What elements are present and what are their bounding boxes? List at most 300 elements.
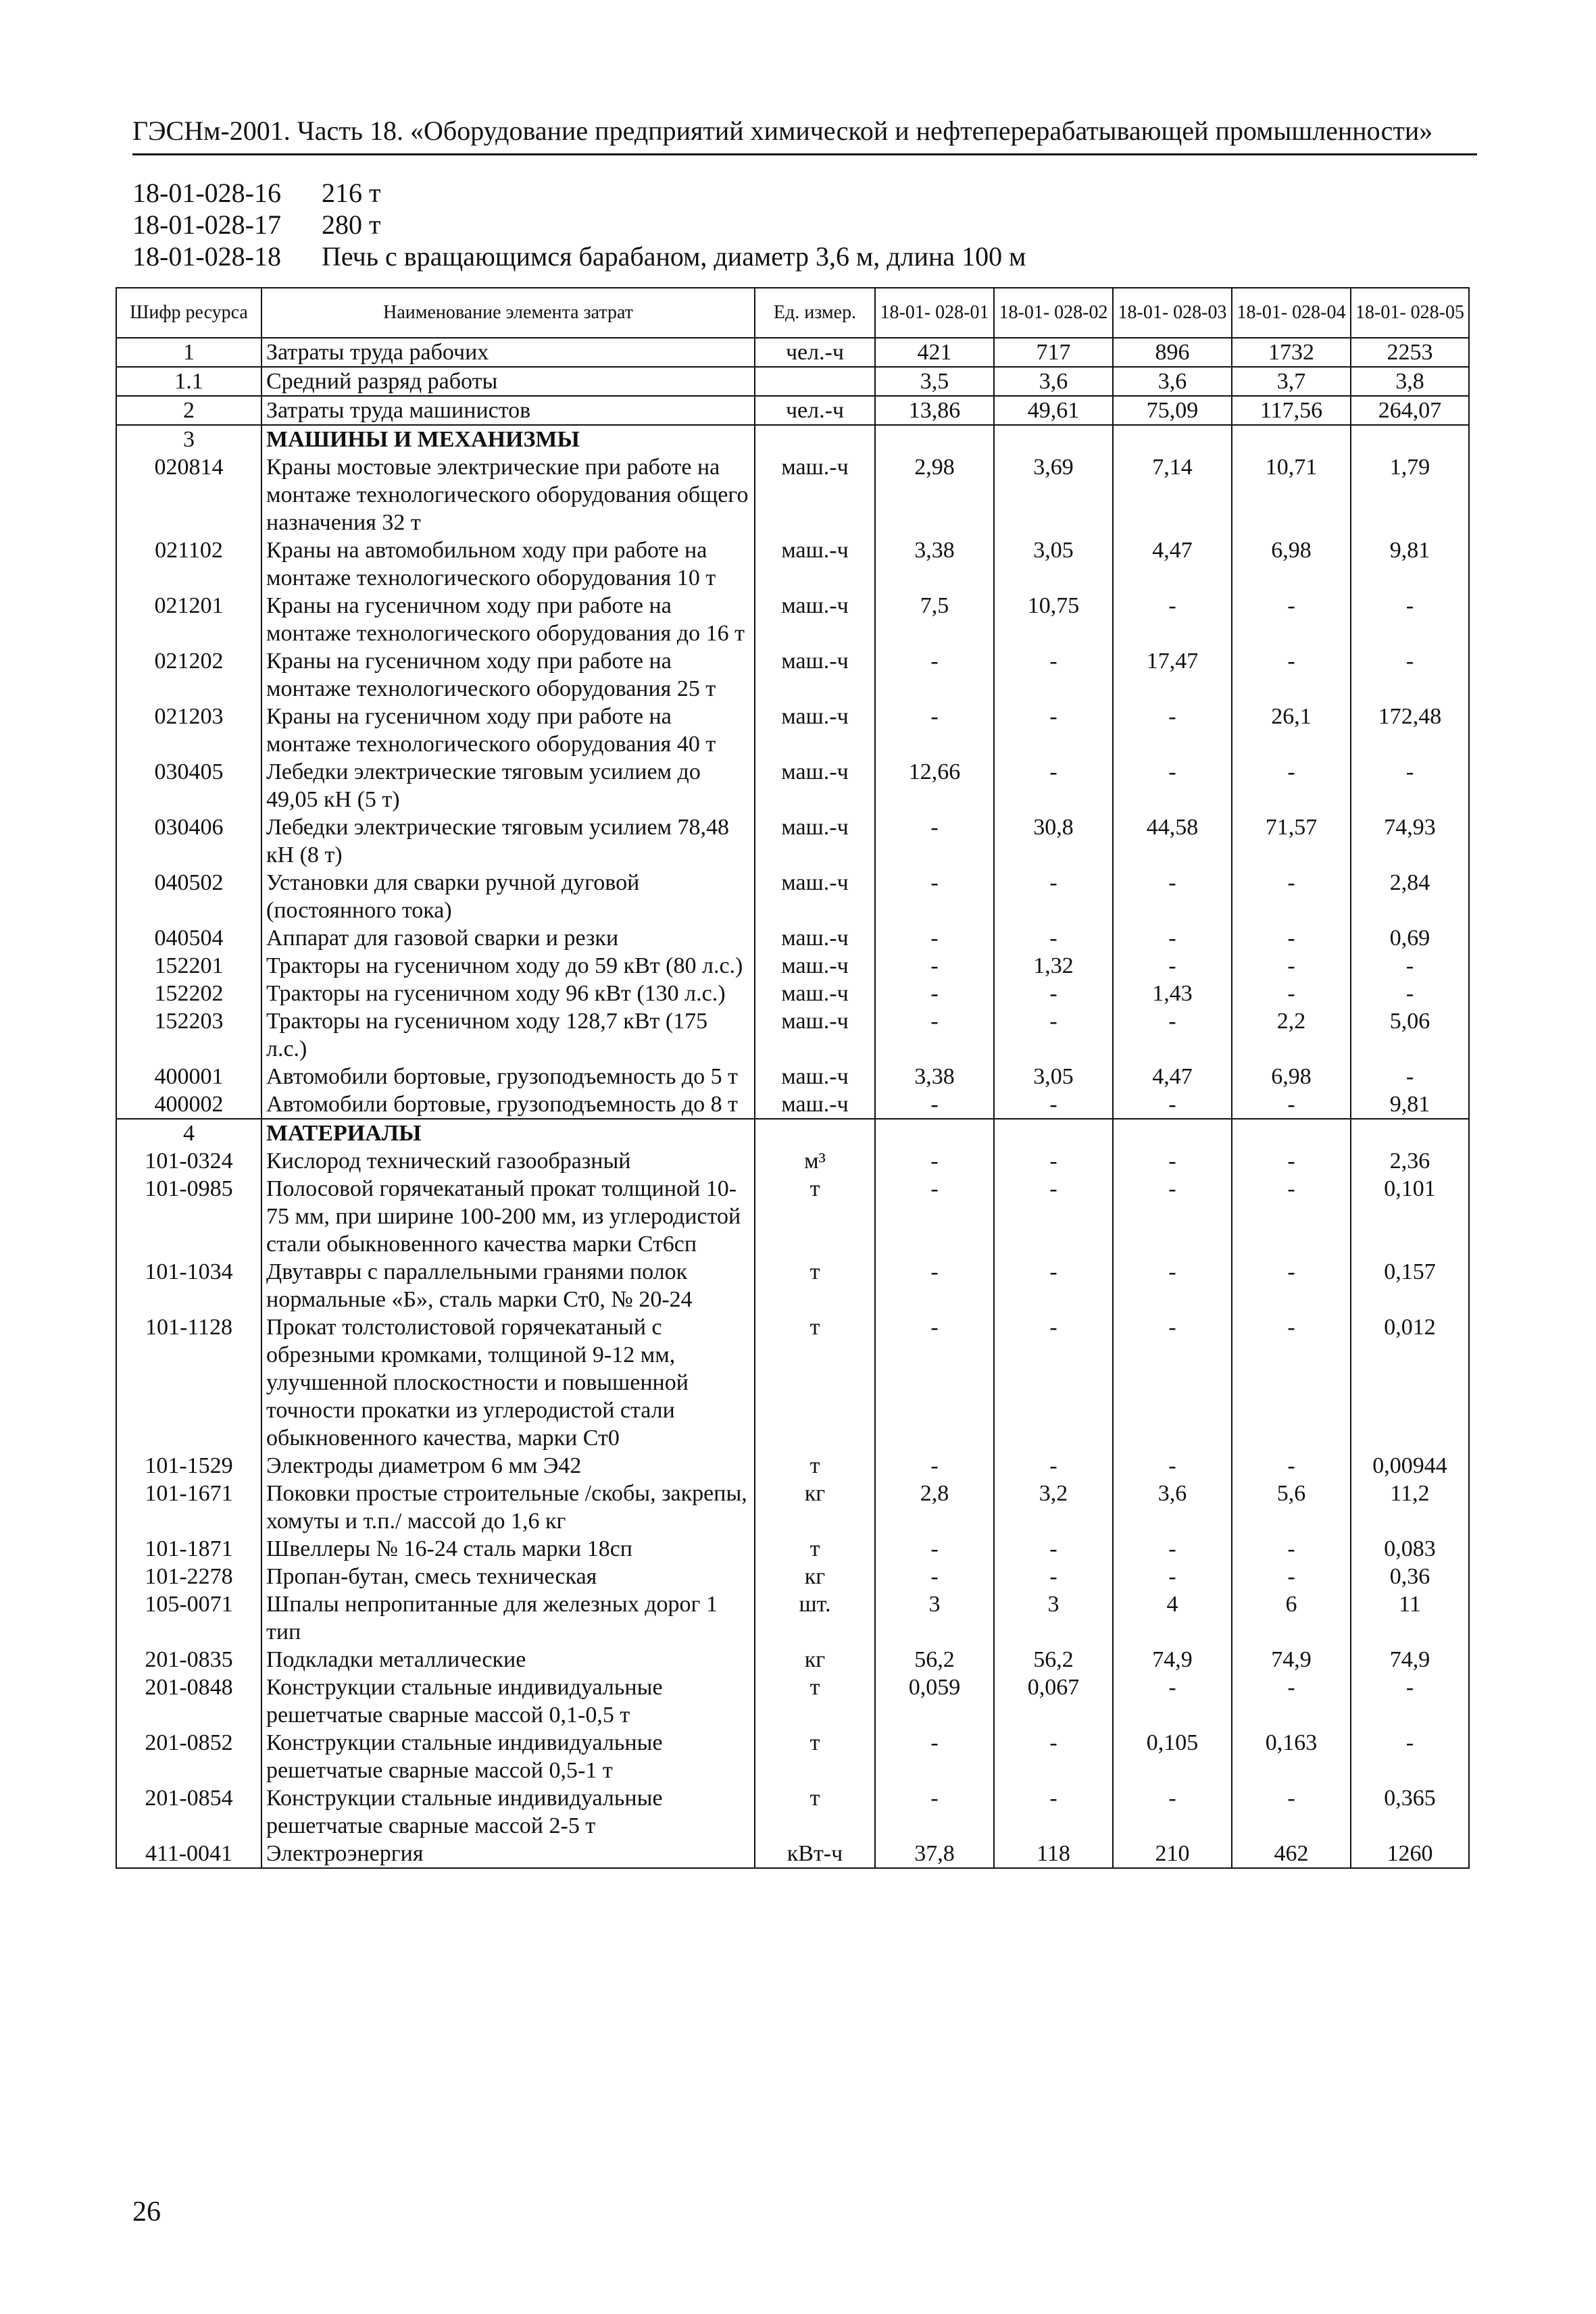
value-cell	[994, 1119, 1113, 1147]
code-description: 216 т	[322, 178, 381, 208]
table-row	[116, 1784, 1469, 1840]
value-cell: -	[1113, 1258, 1232, 1313]
value-cell: 3,8	[1351, 367, 1469, 396]
value-cell: 6,98	[1232, 1063, 1351, 1090]
resource-name: Конструкции стальные индивидуальные решетчатые сварные массой 0,5-1 т	[261, 1729, 755, 1784]
table-row	[116, 1729, 1469, 1784]
value-cell: -	[994, 1147, 1113, 1175]
table-row	[116, 1090, 1469, 1119]
value-cell: -	[1351, 1674, 1469, 1729]
code: 18-01-028-17	[132, 209, 281, 240]
value-cell: -	[1232, 1674, 1351, 1729]
resource-code: 3	[116, 425, 261, 453]
resource-unit: чел.-ч	[755, 396, 875, 425]
value-cell: -	[875, 1007, 994, 1063]
value-cell: 3,38	[875, 536, 994, 592]
resource-name: Тракторы на гусеничном ходу 96 кВт (130 л.с.)	[261, 980, 755, 1007]
value-cell: -	[1351, 1729, 1469, 1784]
resource-unit: т	[755, 1452, 875, 1480]
resource-code: 040502	[116, 869, 261, 924]
value-cell: 5,6	[1232, 1480, 1351, 1535]
table-header-row	[116, 288, 1469, 338]
value-cell: 13,86	[875, 396, 994, 425]
value-cell: -	[875, 1452, 994, 1480]
value-cell: 3,6	[994, 367, 1113, 396]
value-cell	[1232, 425, 1351, 453]
resource-code: 400001	[116, 1063, 261, 1090]
value-cell: 11,2	[1351, 1480, 1469, 1535]
header-col-3: 18-01- 028-03	[1113, 288, 1232, 338]
value-cell	[1232, 1119, 1351, 1147]
value-cell: -	[1232, 924, 1351, 952]
table-row	[116, 1674, 1469, 1729]
resource-unit: маш.-ч	[755, 1063, 875, 1090]
resource-code: 152201	[116, 952, 261, 980]
table-row	[116, 338, 1469, 367]
value-cell: -	[1232, 1090, 1351, 1119]
resource-unit: маш.-ч	[755, 924, 875, 952]
resource-name: Аппарат для газовой сварки и резки	[261, 924, 755, 952]
value-cell: -	[994, 1007, 1113, 1063]
value-cell: 10,71	[1232, 453, 1351, 536]
code-description: Печь с вращающимся барабаном, диаметр 3,6 м, длина 100 м	[322, 241, 1026, 272]
resource-code: 101-0324	[116, 1147, 261, 1175]
header-col-5: 18-01- 028-05	[1351, 288, 1469, 338]
value-cell: -	[875, 813, 994, 869]
table-row	[116, 1258, 1469, 1313]
header-col-1: 18-01- 028-01	[875, 288, 994, 338]
resource-code: 101-1034	[116, 1258, 261, 1313]
value-cell: 462	[1232, 1840, 1351, 1868]
table-row	[116, 396, 1469, 425]
value-cell: -	[1113, 1090, 1232, 1119]
value-cell: 4	[1113, 1590, 1232, 1646]
value-cell: -	[1113, 758, 1232, 813]
resource-name: Пропан-бутан, смесь техническая	[261, 1563, 755, 1590]
table-row	[116, 367, 1469, 396]
resource-name: Двутавры с параллельными гранями полок нормальные «Б», сталь марки Ст0, № 20-24	[261, 1258, 755, 1313]
resource-unit: маш.-ч	[755, 1007, 875, 1063]
value-cell: -	[875, 1175, 994, 1258]
value-cell: -	[994, 647, 1113, 703]
table-row	[116, 592, 1469, 647]
resource-unit: шт.	[755, 1590, 875, 1646]
table-row	[116, 1452, 1469, 1480]
value-cell: 2,84	[1351, 869, 1469, 924]
value-cell: -	[875, 1147, 994, 1175]
value-cell: -	[875, 703, 994, 758]
value-cell: -	[875, 869, 994, 924]
value-cell: 172,48	[1351, 703, 1469, 758]
value-cell: 37,8	[875, 1840, 994, 1868]
resource-code: 201-0854	[116, 1784, 261, 1840]
resource-code: 021203	[116, 703, 261, 758]
table-row	[116, 1480, 1469, 1535]
value-cell: 0,012	[1351, 1313, 1469, 1452]
code: 18-01-028-16	[132, 178, 281, 208]
table-row	[116, 453, 1469, 536]
value-cell: 1,79	[1351, 453, 1469, 536]
resource-code: 152203	[116, 1007, 261, 1063]
value-cell: -	[1232, 952, 1351, 980]
resource-unit: кг	[755, 1563, 875, 1590]
value-cell: -	[994, 869, 1113, 924]
table-row	[116, 1175, 1469, 1258]
resource-code: 1	[116, 338, 261, 367]
value-cell: 30,8	[994, 813, 1113, 869]
resource-code: 021202	[116, 647, 261, 703]
value-cell: 896	[1113, 338, 1232, 367]
code-row	[132, 177, 1026, 209]
value-cell: 0,105	[1113, 1729, 1232, 1784]
resource-name: Краны на гусеничном ходу при работе на монтаже технологического оборудования до 16 т	[261, 592, 755, 647]
resource-code: 020814	[116, 453, 261, 536]
resource-name: Шпалы непропитанные для железных дорог 1 тип	[261, 1590, 755, 1646]
resource-name: Поковки простые строительные /скобы, закрепы, хомуты и т.п./ массой до 1,6 кг	[261, 1480, 755, 1535]
resource-name: Автомобили бортовые, грузоподъемность до 5 т	[261, 1063, 755, 1090]
value-cell: -	[1113, 1535, 1232, 1563]
value-cell: 1732	[1232, 338, 1351, 367]
table-row	[116, 952, 1469, 980]
resource-name: Автомобили бортовые, грузоподъемность до 8 т	[261, 1090, 755, 1119]
table-row	[116, 869, 1469, 924]
value-cell: 2,2	[1232, 1007, 1351, 1063]
resource-code: 400002	[116, 1090, 261, 1119]
resource-unit: т	[755, 1535, 875, 1563]
value-cell: -	[1351, 980, 1469, 1007]
value-cell: -	[875, 1090, 994, 1119]
value-cell: -	[1232, 647, 1351, 703]
value-cell: 2253	[1351, 338, 1469, 367]
resource-code: 030406	[116, 813, 261, 869]
value-cell: 74,9	[1232, 1646, 1351, 1674]
header-unit: Ед. измер.	[755, 288, 875, 338]
value-cell: 74,93	[1351, 813, 1469, 869]
table-row	[116, 980, 1469, 1007]
value-cell	[875, 1119, 994, 1147]
resource-code: 201-0852	[116, 1729, 261, 1784]
resource-unit: маш.-ч	[755, 453, 875, 536]
resource-name: Кислород технический газообразный	[261, 1147, 755, 1175]
value-cell: -	[1351, 1063, 1469, 1090]
resource-name: Краны на гусеничном ходу при работе на монтаже технологического оборудования 40 т	[261, 703, 755, 758]
value-cell: -	[1232, 592, 1351, 647]
value-cell: -	[1113, 1563, 1232, 1590]
value-cell: 44,58	[1113, 813, 1232, 869]
value-cell: 717	[994, 338, 1113, 367]
resource-unit: маш.-ч	[755, 869, 875, 924]
value-cell: 0,067	[994, 1674, 1113, 1729]
value-cell: 74,9	[1351, 1646, 1469, 1674]
value-cell: 75,09	[1113, 396, 1232, 425]
table-row	[116, 758, 1469, 813]
resource-code: 030405	[116, 758, 261, 813]
value-cell: -	[875, 924, 994, 952]
value-cell: 3,6	[1113, 367, 1232, 396]
table-row	[116, 924, 1469, 952]
value-cell: 0,083	[1351, 1535, 1469, 1563]
value-cell: -	[994, 1729, 1113, 1784]
table-row	[116, 536, 1469, 592]
resource-name: Полосовой горячекатаный прокат толщиной 10-75 мм, при ширине 100-200 мм, из углеродистой стали обыкновенного качества марки Ст6сп	[261, 1175, 755, 1258]
value-cell: 0,365	[1351, 1784, 1469, 1840]
value-cell: -	[1232, 1175, 1351, 1258]
value-cell: -	[994, 758, 1113, 813]
resource-unit	[755, 367, 875, 396]
resource-code: 021201	[116, 592, 261, 647]
value-cell: -	[1232, 758, 1351, 813]
value-cell: 26,1	[1232, 703, 1351, 758]
value-cell: 9,81	[1351, 1090, 1469, 1119]
value-cell: 3,38	[875, 1063, 994, 1090]
resource-code: 2	[116, 396, 261, 425]
page-number: 26	[132, 2196, 161, 2228]
resource-unit: маш.-ч	[755, 536, 875, 592]
resource-unit: маш.-ч	[755, 758, 875, 813]
value-cell: 0,69	[1351, 924, 1469, 952]
resource-code: 101-1529	[116, 1452, 261, 1480]
code-description: 280 т	[322, 209, 381, 240]
resource-name: Краны на гусеничном ходу при работе на монтаже технологического оборудования 25 т	[261, 647, 755, 703]
value-cell: -	[1232, 1563, 1351, 1590]
resource-name: Швеллеры № 16-24 сталь марки 18сп	[261, 1535, 755, 1563]
value-cell: 7,14	[1113, 453, 1232, 536]
value-cell: -	[875, 647, 994, 703]
table-row	[116, 703, 1469, 758]
resource-code: 105-0071	[116, 1590, 261, 1646]
resource-table	[116, 287, 1470, 1869]
value-cell: 0,163	[1232, 1729, 1351, 1784]
table-row	[116, 1313, 1469, 1452]
resource-code: 101-2278	[116, 1563, 261, 1590]
value-cell: -	[1232, 869, 1351, 924]
value-cell: -	[1232, 1784, 1351, 1840]
value-cell: -	[1113, 1007, 1232, 1063]
resource-code: 040504	[116, 924, 261, 952]
value-cell: 3,7	[1232, 367, 1351, 396]
resource-unit: т	[755, 1674, 875, 1729]
header-name: Наименование элемента затрат	[261, 288, 755, 338]
value-cell: -	[994, 1563, 1113, 1590]
table-row	[116, 1119, 1469, 1147]
value-cell: 12,66	[875, 758, 994, 813]
value-cell	[1113, 425, 1232, 453]
value-cell: -	[994, 1175, 1113, 1258]
value-cell: 71,57	[1232, 813, 1351, 869]
value-cell: 2,98	[875, 453, 994, 536]
value-cell: 264,07	[1351, 396, 1469, 425]
value-cell: -	[994, 1258, 1113, 1313]
value-cell: 4,47	[1113, 1063, 1232, 1090]
value-cell: -	[875, 1258, 994, 1313]
table-row	[116, 1563, 1469, 1590]
resource-code: 152202	[116, 980, 261, 1007]
resource-unit: м³	[755, 1147, 875, 1175]
resource-name: Электроэнергия	[261, 1840, 755, 1868]
value-cell	[994, 425, 1113, 453]
resource-unit: кВт-ч	[755, 1840, 875, 1868]
value-cell: 3	[994, 1590, 1113, 1646]
value-cell	[875, 425, 994, 453]
resource-name: Затраты труда рабочих	[261, 338, 755, 367]
value-cell: -	[994, 1090, 1113, 1119]
value-cell: -	[1113, 869, 1232, 924]
value-cell: 2,36	[1351, 1147, 1469, 1175]
value-cell: -	[994, 980, 1113, 1007]
resource-code: 101-0985	[116, 1175, 261, 1258]
value-cell: -	[875, 1784, 994, 1840]
value-cell: 421	[875, 338, 994, 367]
table-row	[116, 425, 1469, 453]
resource-name: МАТЕРИАЛЫ	[261, 1119, 755, 1147]
resource-code: 411-0041	[116, 1840, 261, 1868]
value-cell: 7,5	[875, 592, 994, 647]
value-cell: 4,47	[1113, 536, 1232, 592]
table-row	[116, 1063, 1469, 1090]
table-row	[116, 1147, 1469, 1175]
value-cell: 17,47	[1113, 647, 1232, 703]
table-row	[116, 1535, 1469, 1563]
value-cell: 0,36	[1351, 1563, 1469, 1590]
resource-unit: маш.-ч	[755, 952, 875, 980]
value-cell: 1260	[1351, 1840, 1469, 1868]
resource-unit: т	[755, 1175, 875, 1258]
value-cell: -	[994, 924, 1113, 952]
value-cell: 1,32	[994, 952, 1113, 980]
resource-name: Установки для сварки ручной дуговой (постоянного тока)	[261, 869, 755, 924]
value-cell: 0,157	[1351, 1258, 1469, 1313]
value-cell: 3,05	[994, 536, 1113, 592]
table-row	[116, 813, 1469, 869]
value-cell: 117,56	[1232, 396, 1351, 425]
value-cell: -	[994, 703, 1113, 758]
value-cell: -	[875, 952, 994, 980]
resource-code: 101-1128	[116, 1313, 261, 1452]
resource-name: Лебедки электрические тяговым усилием до 49,05 кН (5 т)	[261, 758, 755, 813]
value-cell: -	[875, 1729, 994, 1784]
value-cell: -	[1113, 1175, 1232, 1258]
value-cell	[1351, 1119, 1469, 1147]
table-row	[116, 1840, 1469, 1868]
value-cell: 10,75	[994, 592, 1113, 647]
value-cell: 56,2	[875, 1646, 994, 1674]
resource-unit: т	[755, 1729, 875, 1784]
value-cell: 5,06	[1351, 1007, 1469, 1063]
value-cell: -	[1351, 592, 1469, 647]
value-cell: -	[1113, 1452, 1232, 1480]
table-row	[116, 1007, 1469, 1063]
value-cell	[1113, 1119, 1232, 1147]
resource-name: Тракторы на гусеничном ходу до 59 кВт (80 л.с.)	[261, 952, 755, 980]
value-cell: 3	[875, 1590, 994, 1646]
resource-code: 021102	[116, 536, 261, 592]
value-cell: -	[1113, 1674, 1232, 1729]
resource-name: Подкладки металлические	[261, 1646, 755, 1674]
resource-unit: маш.-ч	[755, 1090, 875, 1119]
resource-unit: т	[755, 1784, 875, 1840]
table-row	[116, 647, 1469, 703]
resource-name: Тракторы на гусеничном ходу 128,7 кВт (175 л.с.)	[261, 1007, 755, 1063]
resource-code: 101-1671	[116, 1480, 261, 1535]
resource-unit: кг	[755, 1646, 875, 1674]
resource-name: Краны на автомобильном ходу при работе на монтаже технологического оборудования 10 т	[261, 536, 755, 592]
value-cell: 0,101	[1351, 1175, 1469, 1258]
value-cell: -	[1113, 1147, 1232, 1175]
page-header: ГЭСНм-2001. Часть 18. «Оборудование предприятий химической и нефтеперерабатывающей промышленности»	[132, 115, 1477, 155]
resource-name: Лебедки электрические тяговым усилием 78,48 кН (8 т)	[261, 813, 755, 869]
table-row	[116, 1646, 1469, 1674]
value-cell: -	[1351, 952, 1469, 980]
resource-code: 1.1	[116, 367, 261, 396]
value-cell: 3,69	[994, 453, 1113, 536]
resource-code: 201-0848	[116, 1674, 261, 1729]
resource-code: 4	[116, 1119, 261, 1147]
resource-code: 201-0835	[116, 1646, 261, 1674]
value-cell: 6	[1232, 1590, 1351, 1646]
value-cell: -	[1351, 647, 1469, 703]
code-row	[132, 209, 1026, 241]
value-cell: 56,2	[994, 1646, 1113, 1674]
table-row	[116, 1590, 1469, 1646]
value-cell: 3,5	[875, 367, 994, 396]
resource-code: 101-1871	[116, 1535, 261, 1563]
resource-name: Электроды диаметром 6 мм Э42	[261, 1452, 755, 1480]
code-list	[132, 177, 1026, 272]
value-cell: -	[1232, 1452, 1351, 1480]
value-cell: -	[1232, 1147, 1351, 1175]
value-cell: -	[1351, 758, 1469, 813]
header-col-4: 18-01- 028-04	[1232, 288, 1351, 338]
value-cell: -	[875, 1563, 994, 1590]
resource-unit: маш.-ч	[755, 980, 875, 1007]
value-cell: -	[994, 1784, 1113, 1840]
value-cell: -	[994, 1535, 1113, 1563]
code: 18-01-028-18	[132, 241, 281, 272]
resource-name: Средний разряд работы	[261, 367, 755, 396]
resource-unit	[755, 1119, 875, 1147]
value-cell: -	[1113, 703, 1232, 758]
value-cell: -	[994, 1313, 1113, 1452]
value-cell: -	[1232, 1313, 1351, 1452]
header-col-2: 18-01- 028-02	[994, 288, 1113, 338]
resource-unit: т	[755, 1313, 875, 1452]
value-cell: 210	[1113, 1840, 1232, 1868]
value-cell: 2,8	[875, 1480, 994, 1535]
value-cell: 49,61	[994, 396, 1113, 425]
resource-name: Прокат толстолистовой горячекатаный с обрезными кромками, толщиной 9-12 мм, улучшенной плоскостности и повышенной точности прокатки из углеродистой стали обыкновенного качества, марки Ст0	[261, 1313, 755, 1452]
value-cell: -	[875, 1535, 994, 1563]
resource-name: МАШИНЫ И МЕХАНИЗМЫ	[261, 425, 755, 453]
resource-unit: маш.-ч	[755, 703, 875, 758]
header-code: Шифр ресурса	[116, 288, 261, 338]
value-cell: 1,43	[1113, 980, 1232, 1007]
value-cell: 74,9	[1113, 1646, 1232, 1674]
resource-unit	[755, 425, 875, 453]
resource-name: Конструкции стальные индивидуальные решетчатые сварные массой 2-5 т	[261, 1784, 755, 1840]
value-cell: -	[1113, 1313, 1232, 1452]
value-cell: -	[875, 1313, 994, 1452]
value-cell: 3,6	[1113, 1480, 1232, 1535]
resource-unit: маш.-ч	[755, 813, 875, 869]
resource-unit: т	[755, 1258, 875, 1313]
value-cell: 9,81	[1351, 536, 1469, 592]
value-cell: 6,98	[1232, 536, 1351, 592]
value-cell: 0,059	[875, 1674, 994, 1729]
table-body	[116, 338, 1469, 1868]
value-cell: -	[1232, 980, 1351, 1007]
value-cell: 0,00944	[1351, 1452, 1469, 1480]
code-row	[132, 241, 1026, 272]
